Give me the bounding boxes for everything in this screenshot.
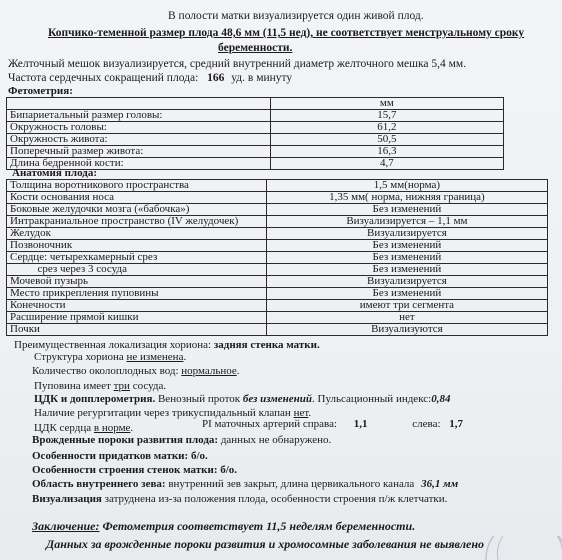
fetometry-table	[6, 97, 504, 170]
congenital-value: данных не обнаружено.	[220, 434, 332, 446]
anatomy-value: 1,35 мм( норма, нижняя граница)	[266, 192, 547, 204]
tricuspid-text: Наличие регургитации через трикуспидальный клапан	[34, 407, 291, 419]
cord-suffix: сосуда.	[132, 380, 167, 392]
fetometry-label: Окружность головы:	[7, 122, 271, 134]
visualization-line	[32, 493, 447, 506]
fetometry-value: 50,5	[270, 134, 503, 146]
umbilical-cord-line	[34, 380, 166, 393]
conclusion-label: Заключение:	[32, 519, 100, 533]
anatomy-label: Сердце: четырехкамерный срез	[7, 252, 267, 264]
fetometry-value: 4,7	[270, 158, 503, 170]
table-row	[7, 216, 548, 228]
doppler-state: без изменений	[242, 393, 312, 405]
doppler-text: Венозный проток	[157, 393, 241, 405]
fetometry-title: Фетометрия:	[8, 85, 73, 97]
anatomy-value: Визуализируется	[266, 276, 547, 288]
uterine-arteries-line	[202, 418, 463, 431]
table-row	[7, 180, 548, 192]
table-row	[7, 146, 504, 158]
pi-label: Пульсационный индекс:	[317, 393, 432, 405]
heart-cdk-value: в норме	[93, 422, 131, 434]
uterine-arteries-label: PI маточных артерий справа:	[202, 418, 338, 430]
fetometry-unit-header: мм	[270, 98, 503, 110]
chorion-value: задняя стенка матки.	[213, 339, 320, 351]
anatomy-label: Позвоночник	[7, 240, 267, 252]
heart-cdk-label: ЦДК сердца	[34, 422, 92, 434]
congenital-label: Врожденные пороки развития плода:	[32, 434, 219, 446]
heart-cdk-line: ЦДК сердца в норме.	[34, 422, 134, 434]
anatomy-value: Визуализируется – 1,1 мм	[266, 216, 547, 228]
anatomy-value: Без изменений	[266, 288, 547, 300]
fetometry-label: Бипариетальный размер головы:	[7, 110, 271, 122]
uterine-left-value: 1,7	[449, 418, 464, 430]
uterine-walls-label: Особенности строения стенок матки:	[32, 464, 218, 476]
anatomy-value: Без изменений	[266, 240, 547, 252]
visualization-text: затруднена из-за положения плода, особенности строения п/ж клетчатки.	[104, 493, 448, 505]
table-row	[7, 288, 548, 300]
pi-value: 0,84	[431, 393, 451, 405]
table-row	[7, 252, 548, 264]
anatomy-label: Толщина воротникового пространства	[7, 180, 267, 192]
crl-line-2: беременности.	[218, 42, 293, 54]
table-row	[7, 240, 548, 252]
anatomy-label: Конечности	[7, 300, 267, 312]
appendages-value: б/о.	[190, 450, 208, 462]
conclusion-line	[32, 520, 415, 533]
cord-value: три	[113, 380, 130, 392]
anatomy-label: Интракраниальное пространство (IV желудочек)	[7, 216, 267, 228]
anatomy-table	[6, 179, 548, 336]
intro-line: В полости матки визуализируется один живой плод.	[168, 10, 424, 22]
stamp-fragment	[478, 536, 562, 560]
uterine-walls-line	[32, 464, 237, 477]
table-row	[7, 264, 548, 276]
table-row	[7, 122, 504, 134]
amniotic-fluid-label: Количество околоплодных вод:	[32, 365, 179, 377]
fetometry-label: Окружность живота:	[7, 134, 271, 146]
conclusion-text: Фетометрия соответствует 11,5 неделям беременности.	[102, 519, 416, 533]
anatomy-value: Визуализуются	[266, 324, 547, 336]
cord-label: Пуповина имеет	[34, 380, 111, 392]
internal-os-value: 36,1 мм	[421, 478, 459, 490]
appendages-line	[32, 450, 208, 463]
table-row	[7, 312, 548, 324]
uterine-right-value: 1,1	[353, 418, 368, 430]
heart-rate-label: Частота сердечных сокращений плода:	[8, 72, 199, 84]
anatomy-label: Желудок	[7, 228, 267, 240]
fetometry-value: 15,7	[270, 110, 503, 122]
anatomy-value: нет	[266, 312, 547, 324]
doppler-line: ЦДК и допплерометрия. Венозный проток без изменений. Пульсационный индекс:0,84	[34, 393, 451, 405]
anatomy-value: Визуализируется	[266, 228, 547, 240]
doppler-label: ЦДК и допплерометрия.	[34, 393, 156, 405]
tricuspid-line: Наличие регургитации через трикуспидальный клапан нет.	[34, 407, 312, 419]
table-row	[7, 192, 548, 204]
internal-os-label: Область внутреннего зева:	[32, 478, 166, 490]
tricuspid-value: нет	[293, 407, 309, 419]
table-row	[7, 204, 548, 216]
visualization-label: Визуализация	[32, 493, 102, 505]
uterine-left-label: слева:	[412, 418, 441, 430]
anatomy-title: Анатомия плода:	[12, 167, 97, 179]
fetometry-label: Поперечный размер живота:	[7, 146, 271, 158]
chorion-structure-value: не изменена	[126, 351, 184, 363]
anatomy-label: Боковые желудочки мозга («бабочка»)	[7, 204, 267, 216]
appendages-label: Особенности придатков матки:	[32, 450, 189, 462]
heart-rate-value: 166	[207, 72, 225, 84]
table-row	[7, 134, 504, 146]
chorion-structure-line: Структура хориона не изменена.	[34, 351, 187, 363]
table-row	[7, 300, 548, 312]
anatomy-label: Место прикрепления пуповины	[7, 288, 267, 300]
chorion-structure-label: Структура хориона	[34, 351, 124, 363]
anatomy-label: срез через 3 сосуда	[7, 264, 267, 276]
fetometry-value: 16,3	[270, 146, 503, 158]
yolk-sac-line: Желточный мешок визуализируется, средний внутренний диаметр желточного мешка 5,4 мм.	[8, 58, 467, 70]
uterine-walls-value: б/о.	[220, 464, 238, 476]
internal-os-text: внутренний зев закрыт, длина цервикального канала	[168, 478, 415, 490]
chorion-label: Преимущественная локализация хориона:	[14, 339, 212, 351]
crl-line-1: Копчико-теменной размер плода 48,6 мм (11,5 нед), не соответствует менструальному сроку	[48, 27, 525, 39]
table-row	[7, 228, 548, 240]
anatomy-label: Расширение прямой кишки	[7, 312, 267, 324]
table-row	[7, 110, 504, 122]
heart-rate-unit: уд. в минуту	[231, 72, 293, 84]
anatomy-value: Без изменений	[266, 252, 547, 264]
anatomy-label: Мочевой пузырь	[7, 276, 267, 288]
fetometry-label: Длина бедренной кости:	[7, 158, 271, 170]
table-row	[7, 324, 548, 336]
fetometry-value: 61,2	[270, 122, 503, 134]
amniotic-fluid-value: нормальное	[181, 365, 237, 377]
anatomy-value: имеют три сегмента	[266, 300, 547, 312]
anatomy-value: 1,5 мм(норма)	[266, 180, 547, 192]
internal-os-line	[32, 478, 458, 491]
conclusion-line-2: Данных за врожденные пороки развития и хромосомные заболевания не выявлено	[46, 537, 485, 551]
anatomy-label: Кости основания носа	[7, 192, 267, 204]
anatomy-value: Без изменений	[266, 264, 547, 276]
anatomy-value: Без изменений	[266, 204, 547, 216]
heart-rate-line	[8, 72, 292, 85]
congenital-line	[32, 434, 331, 447]
fetometry-header-row	[7, 98, 504, 110]
amniotic-fluid-line: Количество околоплодных вод: нормальное.	[32, 365, 240, 377]
table-row	[7, 276, 548, 288]
anatomy-label: Почки	[7, 324, 267, 336]
